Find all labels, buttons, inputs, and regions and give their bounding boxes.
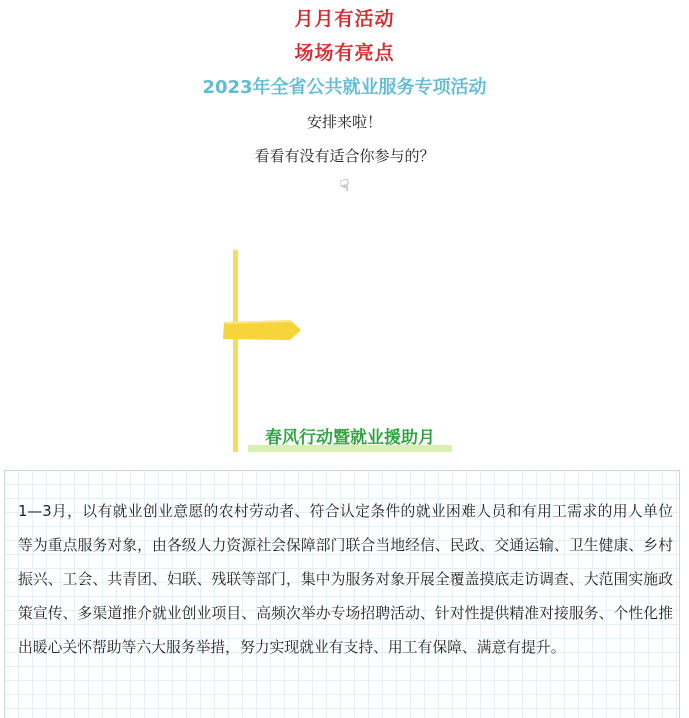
- headline-campaign-title: 2023年全省公共就业服务专项活动: [202, 77, 487, 98]
- grid-paper-panel: [4, 470, 680, 718]
- pointing-hand-down-icon: ☟: [339, 176, 350, 195]
- signpost-pole: [233, 250, 238, 452]
- signpost-arrow-icon: [222, 319, 302, 341]
- headline-highlights: 场场有亮点: [294, 42, 395, 64]
- headline-monthly-activities: 月月有活动: [294, 8, 395, 30]
- section-title: 春风行动暨就业援助月: [265, 428, 435, 448]
- intro-text-arranged: 安排来啦！: [306, 113, 382, 131]
- section-heading: [248, 425, 452, 453]
- intro-text-question: 看看有没有适合你参与的？: [254, 147, 435, 165]
- section-body-text: 1—3月，以有就业创业意愿的农村劳动者、符合认定条件的就业困难人员和有用工需求的用人单位等为重点服务对象，由各级人力资源社会保障部门联合当地经信、民政、交通运输、卫生健康、乡村振兴、工会、共青团、妇联、残联等部门，集中为服务对象开展全覆盖摸底走访调查、大范围实施政策宣传、多渠道推介就业创业项目、高频次举办专场招聘活动、针对性提供精准对接服务、个性化推出暖心关怀帮助等六大服务举措，努力实现就业有支持、用工有保障、满意有提升。: [18, 503, 673, 656]
